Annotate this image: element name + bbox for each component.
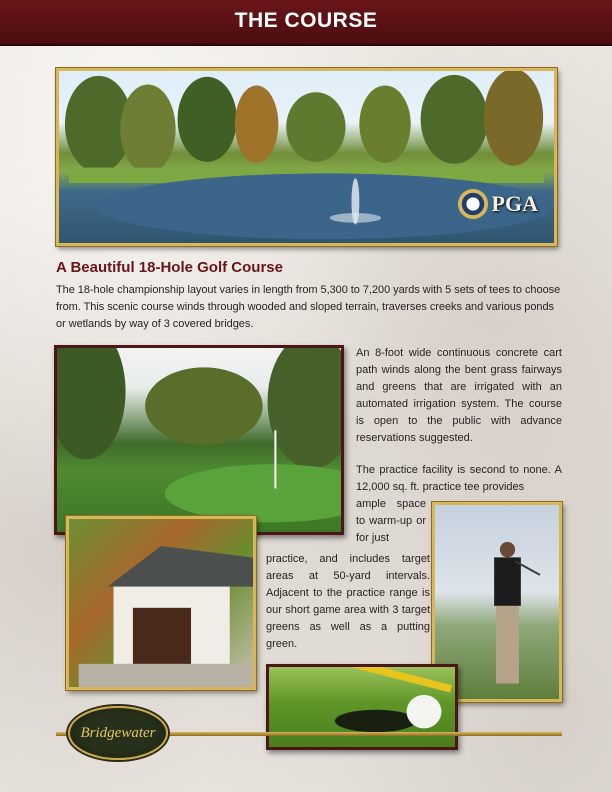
cart-path-paragraph: An 8-foot wide continuous concrete cart path winds along the bent grass fairways and greens that are irrigated with an automated irrigation system. The course is open to the public with advance reservations suggested. xyxy=(356,347,562,444)
section-heading: A Beautiful 18-Hole Golf Course xyxy=(56,259,283,276)
golf-ball-cup-photo xyxy=(266,664,458,750)
fairway-photo xyxy=(54,345,344,535)
covered-bridge-photo xyxy=(66,516,256,690)
practice-facility-paragraph-part3: practice, and includes target areas at 50-yard intervals. Adjacent to the practice range is our short game area with 3 target greens as well as a putting green. xyxy=(266,553,430,650)
intro-paragraph: The 18-hole championship layout varies in length from 5,300 to 7,200 yards with 5 sets of tees to choose from. This scenic course winds through wooded and sloped terrain, traverses creeks and various ponds or wetlands by way of 3 covered bridges. xyxy=(56,284,561,330)
bridgewater-logo-text: Bridgewater xyxy=(80,724,156,741)
pga-logo-text: PGA xyxy=(491,191,538,216)
pga-seal-icon xyxy=(458,189,488,219)
fairway-graphic xyxy=(57,348,341,532)
header-bar xyxy=(0,0,612,46)
page-title: THE COURSE xyxy=(234,9,378,32)
pga-logo xyxy=(458,189,538,219)
practice-facility-paragraph-part1: The practice facility is second to none. A 12,000 sq. ft. practice tee provides xyxy=(356,464,562,493)
bridgewater-logo xyxy=(68,706,168,760)
hero-pond-photo xyxy=(56,68,557,246)
covered-bridge-graphic xyxy=(69,519,253,687)
practice-facility-paragraph-part2: ample space to warm-up or for just xyxy=(356,498,426,544)
